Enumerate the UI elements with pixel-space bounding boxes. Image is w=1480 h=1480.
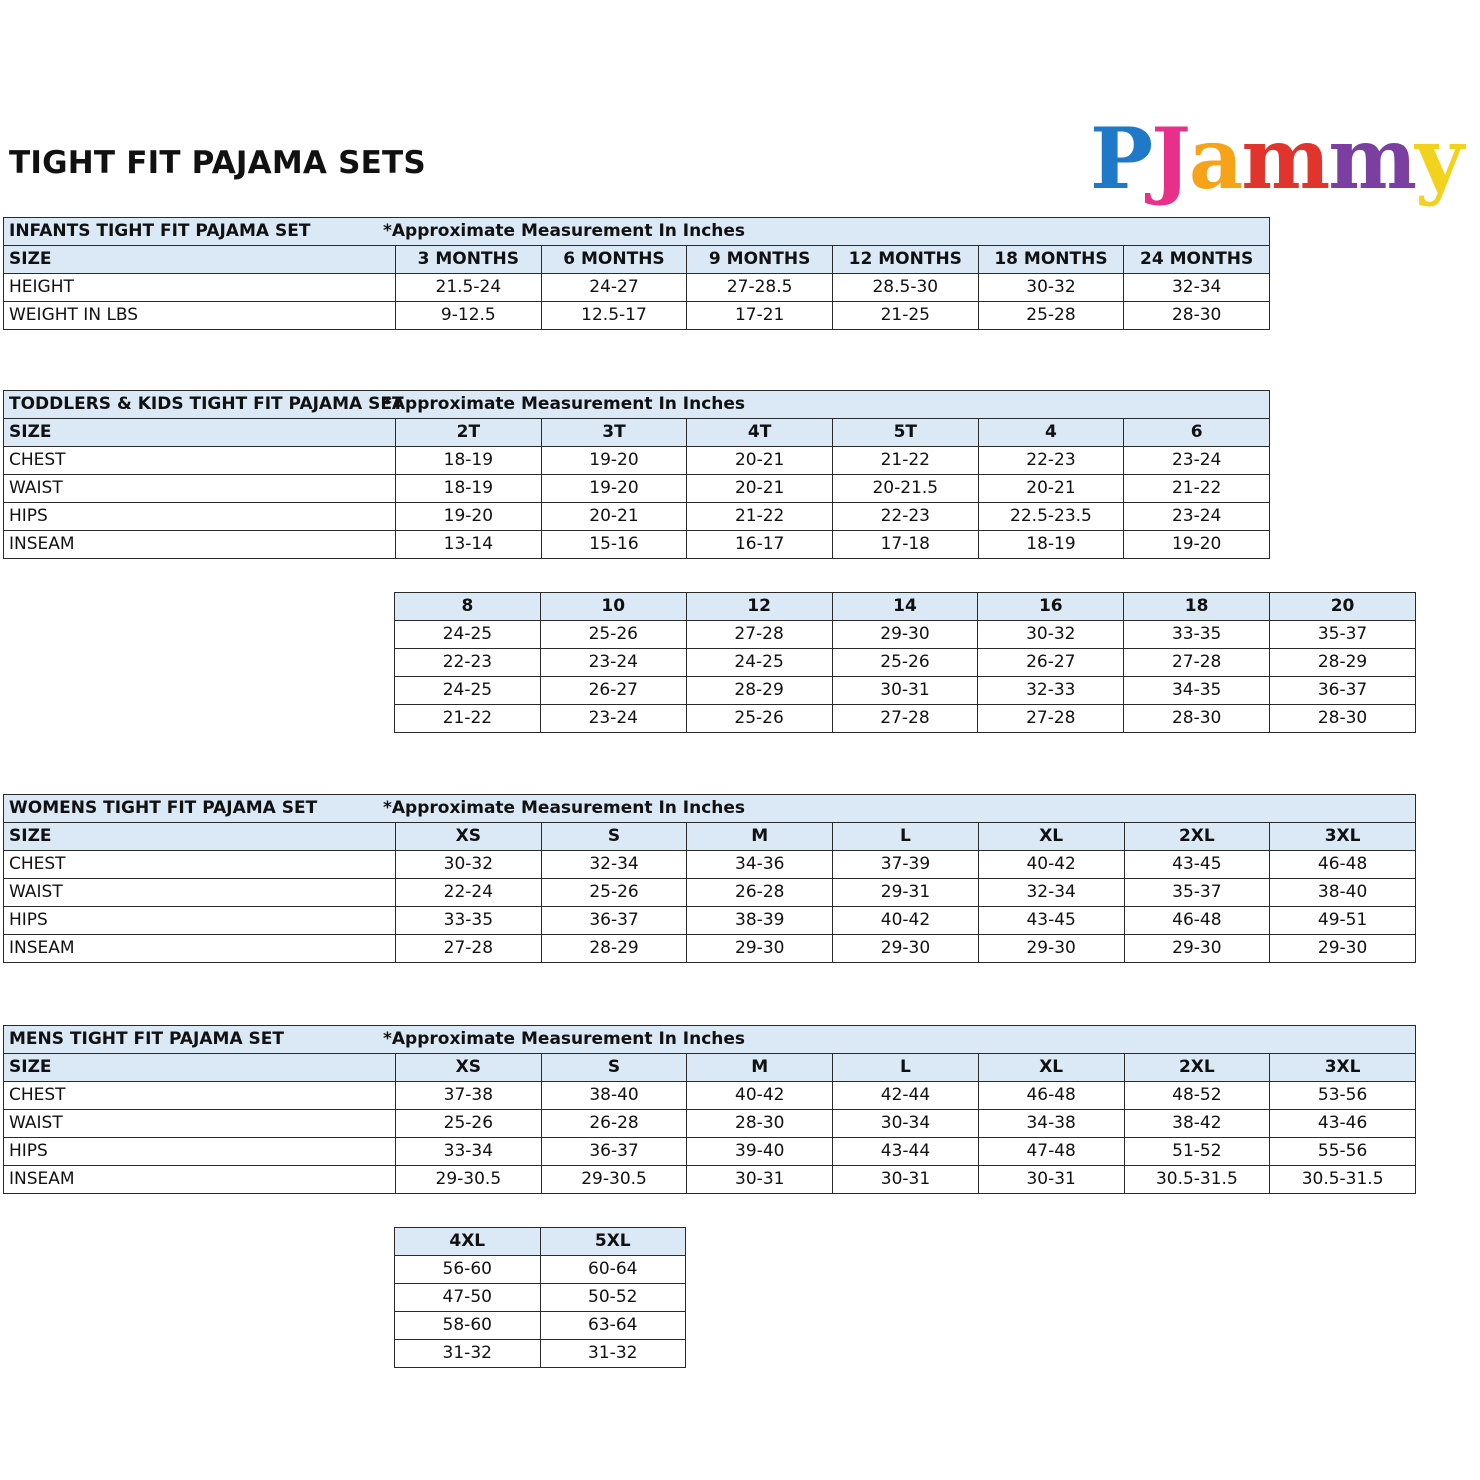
value-cell: 46-48 bbox=[1124, 907, 1270, 935]
value-cell: 30-32 bbox=[978, 621, 1124, 649]
value-cell: 24-25 bbox=[395, 677, 541, 705]
table-row bbox=[395, 1256, 686, 1284]
header-cell: 6 MONTHS bbox=[541, 246, 687, 274]
header-cell: 3 MONTHS bbox=[396, 246, 542, 274]
row-label-cell: INSEAM bbox=[4, 531, 396, 559]
value-cell: 47-48 bbox=[978, 1138, 1124, 1166]
table-row bbox=[4, 907, 1416, 935]
table-row bbox=[395, 677, 1416, 705]
value-cell: 31-32 bbox=[540, 1340, 686, 1368]
header-cell: 4XL bbox=[395, 1228, 541, 1256]
header-cell: SIZE bbox=[4, 1054, 396, 1082]
header-cell: M bbox=[687, 1054, 833, 1082]
value-cell: 21-22 bbox=[687, 503, 833, 531]
header-cell: 3T bbox=[541, 419, 687, 447]
value-cell: 33-35 bbox=[396, 907, 542, 935]
table-row bbox=[395, 649, 1416, 677]
header-cell: 18 bbox=[1124, 593, 1270, 621]
row-label-cell: WAIST bbox=[4, 1110, 396, 1138]
table-row bbox=[4, 447, 1270, 475]
value-cell: 12.5-17 bbox=[541, 302, 687, 330]
value-cell: 19-20 bbox=[1124, 531, 1270, 559]
value-cell: 29-30 bbox=[1124, 935, 1270, 963]
value-cell: 19-20 bbox=[396, 503, 542, 531]
value-cell: 40-42 bbox=[978, 851, 1124, 879]
value-cell: 29-30 bbox=[832, 621, 978, 649]
header-cell: SIZE bbox=[4, 823, 396, 851]
value-cell: 23-24 bbox=[1124, 447, 1270, 475]
value-cell: 22-23 bbox=[832, 503, 978, 531]
header-cell: 14 bbox=[832, 593, 978, 621]
value-cell: 23-24 bbox=[540, 705, 686, 733]
value-cell: 46-48 bbox=[978, 1082, 1124, 1110]
row-label-cell: CHEST bbox=[4, 851, 396, 879]
table-row bbox=[395, 1312, 686, 1340]
value-cell: 25-26 bbox=[686, 705, 832, 733]
value-cell: 27-28 bbox=[1124, 649, 1270, 677]
value-cell: 43-44 bbox=[833, 1138, 979, 1166]
value-cell: 20-21 bbox=[687, 447, 833, 475]
value-cell: 25-28 bbox=[978, 302, 1124, 330]
header-cell: XS bbox=[396, 823, 542, 851]
table-row bbox=[395, 1284, 686, 1312]
value-cell: 26-28 bbox=[687, 879, 833, 907]
value-cell: 46-48 bbox=[1270, 851, 1416, 879]
page-title: TIGHT FIT PAJAMA SETS bbox=[9, 145, 426, 181]
kids-title-row bbox=[4, 391, 1270, 419]
value-cell: 29-30.5 bbox=[541, 1166, 687, 1194]
value-cell: 29-30.5 bbox=[396, 1166, 542, 1194]
value-cell: 24-25 bbox=[686, 649, 832, 677]
value-cell: 35-37 bbox=[1270, 621, 1416, 649]
row-label-cell: INSEAM bbox=[4, 1166, 396, 1194]
header-cell: 2T bbox=[396, 419, 542, 447]
table-row bbox=[4, 1166, 1416, 1194]
table-row bbox=[395, 705, 1416, 733]
mens-title-row bbox=[4, 1026, 1416, 1054]
value-cell: 30-31 bbox=[978, 1166, 1124, 1194]
value-cell: 28-29 bbox=[541, 935, 687, 963]
header-cell: 4T bbox=[687, 419, 833, 447]
header-cell: XL bbox=[978, 1054, 1124, 1082]
value-cell: 34-36 bbox=[687, 851, 833, 879]
header-cell: S bbox=[541, 1054, 687, 1082]
mens-extended-size-table bbox=[394, 1227, 686, 1368]
value-cell: 15-16 bbox=[541, 531, 687, 559]
row-label-cell: HIPS bbox=[4, 907, 396, 935]
value-cell: 18-19 bbox=[396, 475, 542, 503]
value-cell: 31-32 bbox=[395, 1340, 541, 1368]
value-cell: 39-40 bbox=[687, 1138, 833, 1166]
table-row bbox=[4, 302, 1270, 330]
value-cell: 32-33 bbox=[978, 677, 1124, 705]
value-cell: 51-52 bbox=[1124, 1138, 1270, 1166]
table-row bbox=[4, 1082, 1416, 1110]
value-cell: 23-24 bbox=[1124, 503, 1270, 531]
value-cell: 30-32 bbox=[978, 274, 1124, 302]
header-cell: 2XL bbox=[1124, 823, 1270, 851]
row-label-cell: WAIST bbox=[4, 879, 396, 907]
infants-table-title: INFANTS TIGHT FIT PAJAMA SET bbox=[9, 221, 311, 241]
value-cell: 17-21 bbox=[687, 302, 833, 330]
value-cell: 22.5-23.5 bbox=[978, 503, 1124, 531]
value-cell: 37-38 bbox=[396, 1082, 542, 1110]
value-cell: 30-34 bbox=[833, 1110, 979, 1138]
value-cell: 53-56 bbox=[1270, 1082, 1416, 1110]
value-cell: 25-26 bbox=[541, 879, 687, 907]
row-label-cell: CHEST bbox=[4, 447, 396, 475]
value-cell: 40-42 bbox=[833, 907, 979, 935]
size-header-row bbox=[395, 1228, 686, 1256]
mens-size-table bbox=[3, 1025, 1416, 1194]
value-cell: 42-44 bbox=[833, 1082, 979, 1110]
value-cell: 58-60 bbox=[395, 1312, 541, 1340]
header-cell: 10 bbox=[540, 593, 686, 621]
value-cell: 19-20 bbox=[541, 475, 687, 503]
value-cell: 9-12.5 bbox=[396, 302, 542, 330]
value-cell: 43-46 bbox=[1270, 1110, 1416, 1138]
table-row bbox=[395, 1340, 686, 1368]
value-cell: 29-31 bbox=[833, 879, 979, 907]
value-cell: 30-31 bbox=[687, 1166, 833, 1194]
row-label-cell: WEIGHT IN LBS bbox=[4, 302, 396, 330]
row-label-cell: INSEAM bbox=[4, 935, 396, 963]
value-cell: 56-60 bbox=[395, 1256, 541, 1284]
size-header-row bbox=[395, 593, 1416, 621]
mens-table-title: MENS TIGHT FIT PAJAMA SET bbox=[9, 1029, 284, 1049]
value-cell: 43-45 bbox=[978, 907, 1124, 935]
value-cell: 38-39 bbox=[687, 907, 833, 935]
kids-measurement-note: *Approximate Measurement In Inches bbox=[383, 394, 746, 414]
row-label-cell: HIPS bbox=[4, 1138, 396, 1166]
size-header-row bbox=[4, 1054, 1416, 1082]
header-cell: 9 MONTHS bbox=[687, 246, 833, 274]
kids-table-title: TODDLERS & KIDS TIGHT FIT PAJAMA SET bbox=[9, 394, 404, 414]
value-cell: 38-40 bbox=[1270, 879, 1416, 907]
header-cell: XS bbox=[396, 1054, 542, 1082]
value-cell: 21-22 bbox=[395, 705, 541, 733]
value-cell: 22-23 bbox=[395, 649, 541, 677]
value-cell: 32-34 bbox=[978, 879, 1124, 907]
value-cell: 32-34 bbox=[1124, 274, 1270, 302]
header-cell: 3XL bbox=[1270, 823, 1416, 851]
kids-extended-size-table bbox=[394, 592, 1416, 733]
value-cell: 29-30 bbox=[687, 935, 833, 963]
table-row bbox=[4, 935, 1416, 963]
header-cell: 20 bbox=[1270, 593, 1416, 621]
row-label-cell: CHEST bbox=[4, 1082, 396, 1110]
value-cell: 21-22 bbox=[832, 447, 978, 475]
row-label-cell: WAIST bbox=[4, 475, 396, 503]
value-cell: 34-38 bbox=[978, 1110, 1124, 1138]
value-cell: 25-26 bbox=[832, 649, 978, 677]
header-cell: 5T bbox=[832, 419, 978, 447]
value-cell: 20-21.5 bbox=[832, 475, 978, 503]
value-cell: 22-23 bbox=[978, 447, 1124, 475]
womens-table-title: WOMENS TIGHT FIT PAJAMA SET bbox=[9, 798, 318, 818]
value-cell: 36-37 bbox=[541, 1138, 687, 1166]
header-cell: 18 MONTHS bbox=[978, 246, 1124, 274]
value-cell: 63-64 bbox=[540, 1312, 686, 1340]
pjammy-logo-icon bbox=[1088, 100, 1480, 215]
infants-measurement-note: *Approximate Measurement In Inches bbox=[383, 221, 746, 241]
womens-title-row bbox=[4, 795, 1416, 823]
value-cell: 13-14 bbox=[396, 531, 542, 559]
value-cell: 27-28 bbox=[396, 935, 542, 963]
header-cell: 12 MONTHS bbox=[832, 246, 978, 274]
table-row bbox=[4, 503, 1270, 531]
value-cell: 18-19 bbox=[396, 447, 542, 475]
table-row bbox=[4, 531, 1270, 559]
womens-measurement-note: *Approximate Measurement In Inches bbox=[383, 798, 746, 818]
header-cell: SIZE bbox=[4, 246, 396, 274]
value-cell: 28-30 bbox=[1124, 705, 1270, 733]
value-cell: 25-26 bbox=[396, 1110, 542, 1138]
womens-size-table bbox=[3, 794, 1416, 963]
value-cell: 29-30 bbox=[833, 935, 979, 963]
header-cell: 24 MONTHS bbox=[1124, 246, 1270, 274]
value-cell: 40-42 bbox=[687, 1082, 833, 1110]
value-cell: 38-42 bbox=[1124, 1110, 1270, 1138]
value-cell: 21-25 bbox=[832, 302, 978, 330]
value-cell: 32-34 bbox=[541, 851, 687, 879]
brand-logo bbox=[1088, 100, 1480, 215]
value-cell: 17-18 bbox=[832, 531, 978, 559]
size-header-row bbox=[4, 419, 1270, 447]
header-cell: 8 bbox=[395, 593, 541, 621]
value-cell: 49-51 bbox=[1270, 907, 1416, 935]
header-cell: SIZE bbox=[4, 419, 396, 447]
header-cell: 16 bbox=[978, 593, 1124, 621]
value-cell: 35-37 bbox=[1124, 879, 1270, 907]
header-cell: 3XL bbox=[1270, 1054, 1416, 1082]
value-cell: 28-30 bbox=[1270, 705, 1416, 733]
mens-measurement-note: *Approximate Measurement In Inches bbox=[383, 1029, 746, 1049]
header-cell: 4 bbox=[978, 419, 1124, 447]
value-cell: 21-22 bbox=[1124, 475, 1270, 503]
value-cell: 20-21 bbox=[541, 503, 687, 531]
value-cell: 27-28.5 bbox=[687, 274, 833, 302]
value-cell: 20-21 bbox=[687, 475, 833, 503]
value-cell: 34-35 bbox=[1124, 677, 1270, 705]
header-cell: L bbox=[833, 823, 979, 851]
header-cell: 5XL bbox=[540, 1228, 686, 1256]
value-cell: 24-27 bbox=[541, 274, 687, 302]
value-cell: 36-37 bbox=[1270, 677, 1416, 705]
value-cell: 22-24 bbox=[396, 879, 542, 907]
value-cell: 30-32 bbox=[396, 851, 542, 879]
value-cell: 38-40 bbox=[541, 1082, 687, 1110]
value-cell: 47-50 bbox=[395, 1284, 541, 1312]
header-cell: XL bbox=[978, 823, 1124, 851]
value-cell: 37-39 bbox=[833, 851, 979, 879]
value-cell: 26-27 bbox=[540, 677, 686, 705]
value-cell: 19-20 bbox=[541, 447, 687, 475]
value-cell: 60-64 bbox=[540, 1256, 686, 1284]
table-row bbox=[4, 851, 1416, 879]
value-cell: 29-30 bbox=[978, 935, 1124, 963]
row-label-cell: HEIGHT bbox=[4, 274, 396, 302]
infants-title-row bbox=[4, 218, 1270, 246]
value-cell: 21.5-24 bbox=[396, 274, 542, 302]
value-cell: 43-45 bbox=[1124, 851, 1270, 879]
header-cell: 6 bbox=[1124, 419, 1270, 447]
value-cell: 28-29 bbox=[686, 677, 832, 705]
header-cell: S bbox=[541, 823, 687, 851]
size-header-row bbox=[4, 823, 1416, 851]
value-cell: 16-17 bbox=[687, 531, 833, 559]
value-cell: 30-31 bbox=[833, 1166, 979, 1194]
value-cell: 48-52 bbox=[1124, 1082, 1270, 1110]
value-cell: 27-28 bbox=[832, 705, 978, 733]
svg-text:PJammy: PJammy bbox=[1090, 109, 1462, 208]
size-header-row bbox=[4, 246, 1270, 274]
header-cell: 2XL bbox=[1124, 1054, 1270, 1082]
header-cell: L bbox=[833, 1054, 979, 1082]
value-cell: 28-30 bbox=[687, 1110, 833, 1138]
value-cell: 28-29 bbox=[1270, 649, 1416, 677]
value-cell: 26-28 bbox=[541, 1110, 687, 1138]
value-cell: 20-21 bbox=[978, 475, 1124, 503]
value-cell: 26-27 bbox=[978, 649, 1124, 677]
table-row bbox=[4, 274, 1270, 302]
value-cell: 24-25 bbox=[395, 621, 541, 649]
value-cell: 30.5-31.5 bbox=[1270, 1166, 1416, 1194]
table-row bbox=[4, 1110, 1416, 1138]
value-cell: 55-56 bbox=[1270, 1138, 1416, 1166]
value-cell: 23-24 bbox=[540, 649, 686, 677]
value-cell: 33-35 bbox=[1124, 621, 1270, 649]
value-cell: 18-19 bbox=[978, 531, 1124, 559]
value-cell: 50-52 bbox=[540, 1284, 686, 1312]
table-row bbox=[395, 621, 1416, 649]
table-row bbox=[4, 475, 1270, 503]
value-cell: 27-28 bbox=[686, 621, 832, 649]
value-cell: 28.5-30 bbox=[832, 274, 978, 302]
value-cell: 30.5-31.5 bbox=[1124, 1166, 1270, 1194]
header-cell: M bbox=[687, 823, 833, 851]
value-cell: 33-34 bbox=[396, 1138, 542, 1166]
row-label-cell: HIPS bbox=[4, 503, 396, 531]
infants-size-table bbox=[3, 217, 1270, 330]
value-cell: 27-28 bbox=[978, 705, 1124, 733]
table-row bbox=[4, 879, 1416, 907]
value-cell: 36-37 bbox=[541, 907, 687, 935]
header-cell: 12 bbox=[686, 593, 832, 621]
kids-size-table bbox=[3, 390, 1270, 559]
table-row bbox=[4, 1138, 1416, 1166]
value-cell: 29-30 bbox=[1270, 935, 1416, 963]
value-cell: 28-30 bbox=[1124, 302, 1270, 330]
value-cell: 25-26 bbox=[540, 621, 686, 649]
value-cell: 30-31 bbox=[832, 677, 978, 705]
